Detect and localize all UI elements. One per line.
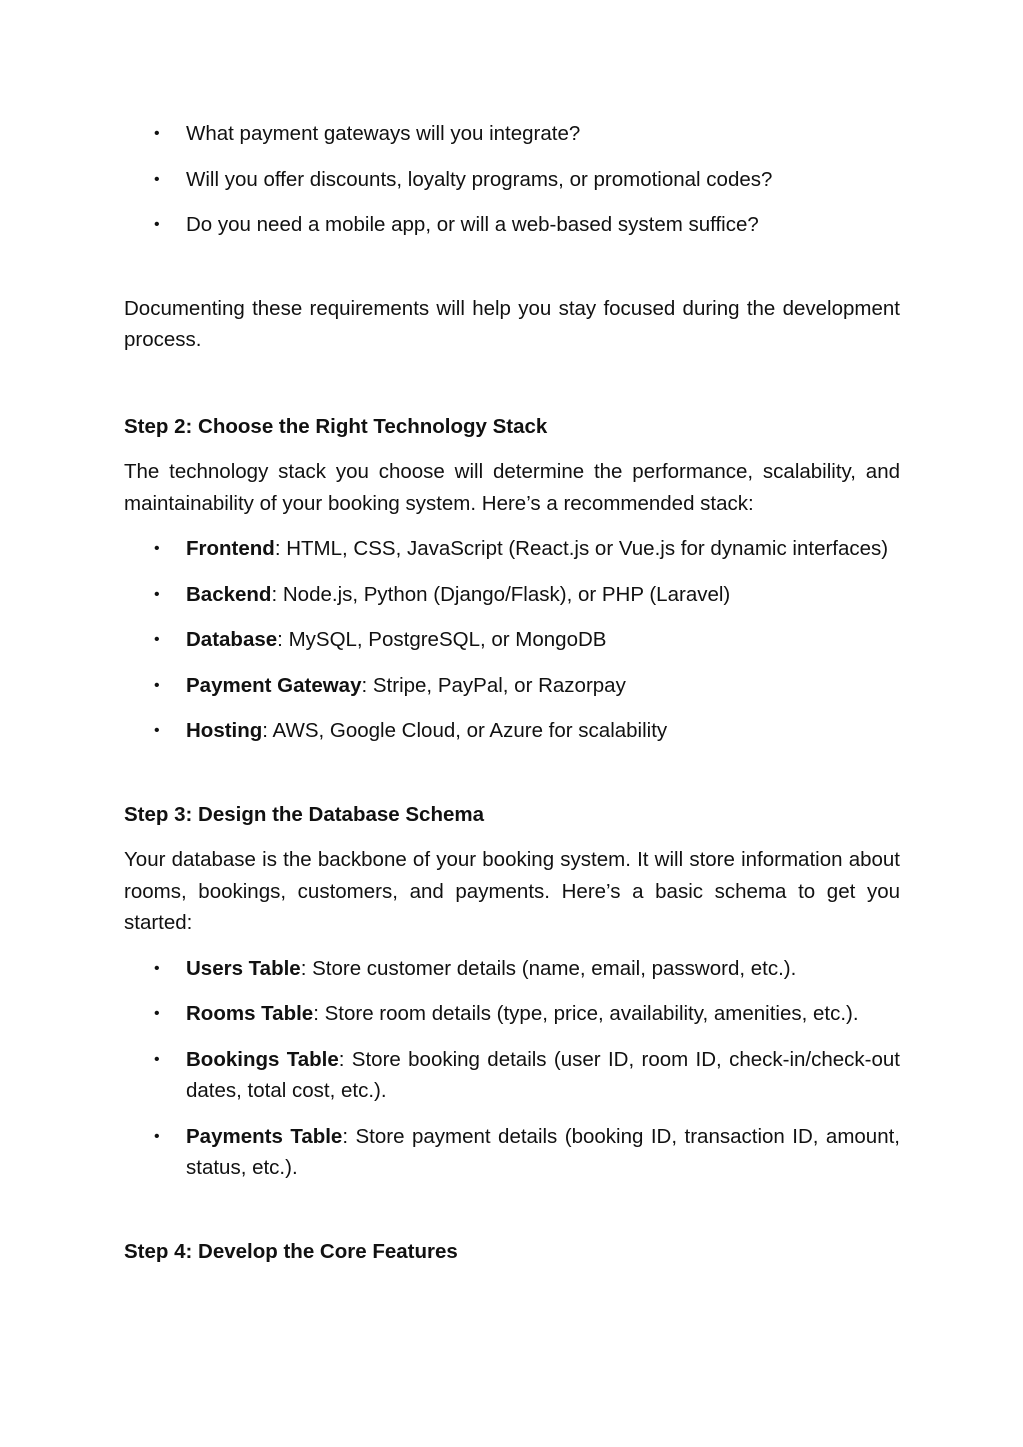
list-item bbox=[124, 209, 900, 241]
list-item-text: : Stripe, PayPal, or Razorpay bbox=[361, 673, 626, 697]
documenting-paragraph: Documenting these requirements will help you stay focused during the development process. bbox=[124, 296, 900, 351]
bullet-icon: • bbox=[154, 1005, 160, 1022]
list-item-text: : MySQL, PostgreSQL, or MongoDB bbox=[277, 628, 607, 651]
bullet-icon: • bbox=[154, 722, 160, 739]
list-item-text: Will you offer discounts, loyalty programs, or promotional codes? bbox=[186, 167, 773, 191]
step2-paragraph: The technology stack you choose will determine the performance, scalability, and maintainability of your booking system. Here’s a recommended stack: bbox=[124, 460, 900, 515]
list-item-text: : AWS, Google Cloud, or Azure for scalability bbox=[262, 719, 668, 742]
list-item-term: Frontend bbox=[186, 537, 275, 560]
step4-heading: Step 4: Develop the Core Features bbox=[124, 1239, 458, 1263]
list-item bbox=[124, 953, 900, 985]
list-item bbox=[124, 164, 900, 196]
list-item bbox=[124, 533, 900, 565]
list-item-text: : Store payment details (booking ID, transaction ID, amount, status, etc.). bbox=[186, 1124, 900, 1179]
bullet-icon: • bbox=[154, 540, 160, 557]
bullet-icon: • bbox=[154, 676, 160, 694]
list-item bbox=[124, 118, 900, 150]
bullet-icon: • bbox=[154, 1050, 160, 1068]
bullet-icon: • bbox=[154, 170, 160, 188]
list-item-text: : Store room details (type, price, availability, amenities, etc.). bbox=[313, 1002, 859, 1025]
list-item-term: Users Table bbox=[186, 956, 301, 980]
list-item-text: Do you need a mobile app, or will a web-based system suffice? bbox=[186, 213, 759, 236]
bullet-icon: • bbox=[154, 959, 160, 977]
list-item-text: : Node.js, Python (Django/Flask), or PHP (Laravel) bbox=[271, 582, 731, 606]
list-item-term: Database bbox=[186, 628, 278, 651]
bullet-icon: • bbox=[154, 1127, 160, 1145]
list-item-term: Hosting bbox=[186, 719, 263, 742]
list-item-term: Bookings Table bbox=[186, 1047, 339, 1071]
spacer bbox=[124, 761, 900, 799]
list-item bbox=[124, 1044, 900, 1107]
bullet-icon: • bbox=[154, 585, 160, 603]
list-item-text: : HTML, CSS, JavaScript (React.js or Vue.js for dynamic interfaces) bbox=[274, 537, 889, 560]
list-item-term: Rooms Table bbox=[186, 1002, 314, 1025]
step3-paragraph: Your database is the backbone of your booking system. It will store information about rooms, bookings, customers, and payments. Here’s a basic schema to get you started: bbox=[124, 848, 900, 934]
step3-heading: Step 3: Design the Database Schema bbox=[124, 802, 485, 826]
list-item-text: What payment gateways will you integrate? bbox=[186, 122, 581, 145]
step2-heading: Step 2: Choose the Right Technology Stack bbox=[124, 414, 548, 438]
spacer bbox=[124, 519, 900, 533]
list-item bbox=[124, 624, 900, 656]
spacer bbox=[124, 442, 900, 456]
spacer bbox=[124, 356, 900, 394]
list-item-term: Backend bbox=[186, 582, 272, 606]
list-item-text: : Store customer details (name, email, password, etc.). bbox=[300, 956, 797, 980]
intro-questions-list bbox=[124, 118, 900, 241]
list-item-term: Payments Table bbox=[186, 1124, 343, 1148]
document-content bbox=[124, 118, 900, 1267]
bullet-icon: • bbox=[154, 631, 160, 648]
spacer bbox=[124, 939, 900, 953]
bullet-icon: • bbox=[154, 216, 160, 233]
list-item bbox=[124, 715, 900, 747]
spacer bbox=[124, 1198, 900, 1236]
tech-stack-list bbox=[124, 533, 900, 747]
list-item bbox=[124, 1121, 900, 1184]
spacer bbox=[124, 830, 900, 844]
spacer bbox=[124, 394, 900, 411]
list-item bbox=[124, 670, 900, 702]
spacer bbox=[124, 255, 900, 293]
schema-list bbox=[124, 953, 900, 1184]
list-item bbox=[124, 998, 900, 1030]
list-item-text: : Store booking details (user ID, room ID, check-in/check-out dates, total cost, etc.). bbox=[186, 1047, 900, 1102]
list-item-term: Payment Gateway bbox=[186, 673, 362, 697]
list-item bbox=[124, 579, 900, 611]
bullet-icon: • bbox=[154, 125, 160, 142]
